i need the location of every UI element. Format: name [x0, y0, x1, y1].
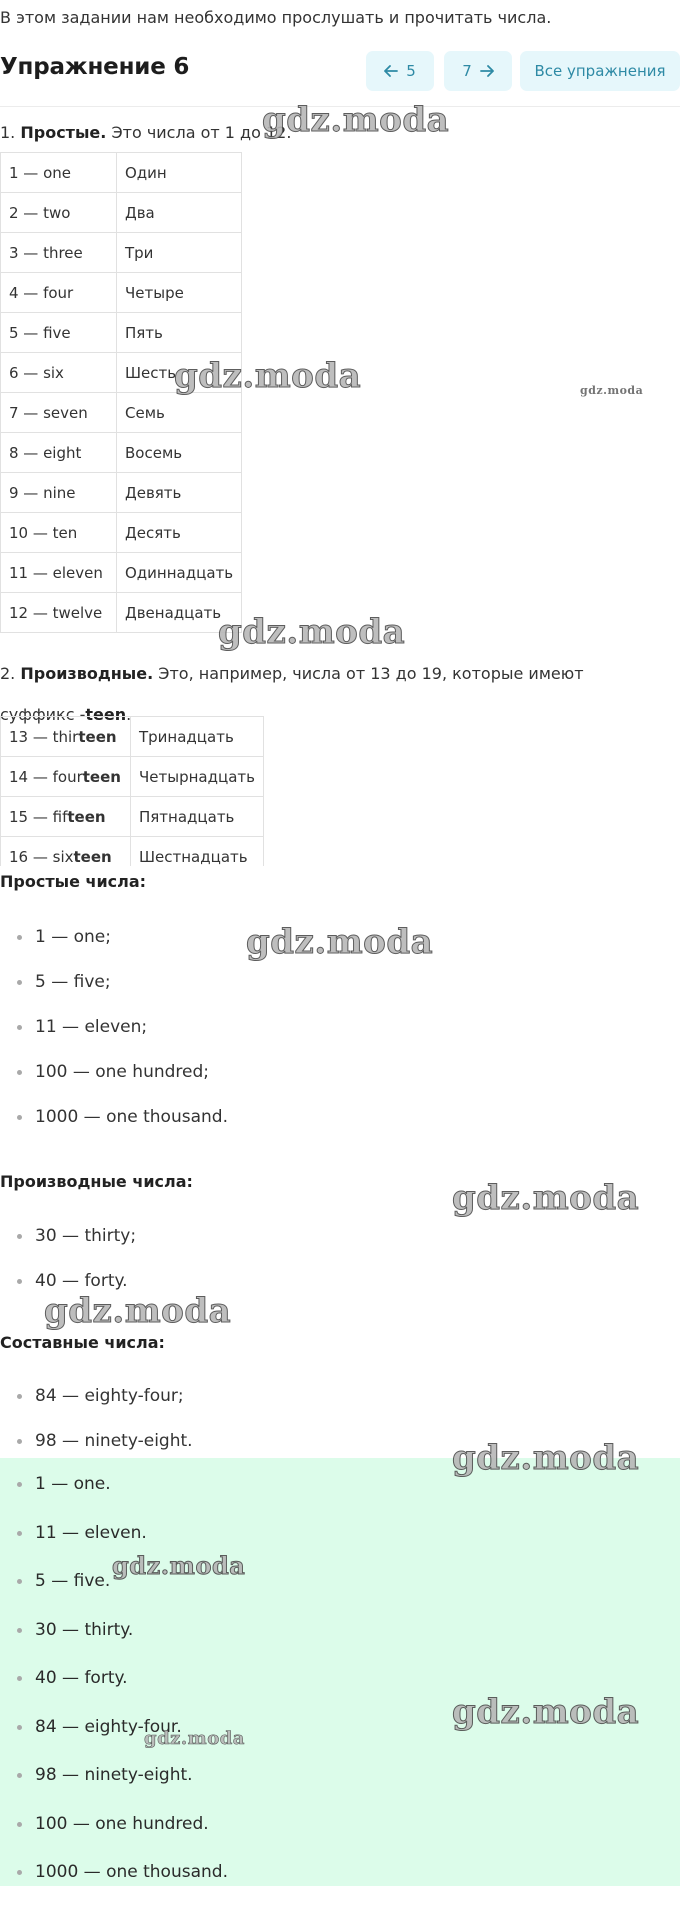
number-stem: 16 — six: [9, 847, 74, 866]
bullet-icon: [17, 1870, 22, 1875]
bullet-icon: [17, 1115, 22, 1120]
header-divider: [0, 106, 680, 107]
list-item-text: 1 — one.: [35, 1474, 111, 1494]
table-cell: Шесть: [117, 353, 242, 393]
simple-numbers-table: [0, 152, 242, 633]
prev-exercise-button[interactable]: [366, 51, 434, 91]
table-cell: Тринадцать: [131, 717, 264, 757]
table-row: [1, 393, 242, 433]
list-item: [0, 1472, 660, 1521]
compound-numbers-heading: Составные числа:: [0, 1333, 165, 1352]
table-cell: Двенадцать: [117, 593, 242, 633]
table-cell: 1 — one: [1, 153, 117, 193]
list-item-text: 5 — five.: [35, 1571, 111, 1591]
table-cell: Два: [117, 193, 242, 233]
table-cell: 3 — three: [1, 233, 117, 273]
table-cell: Десять: [117, 513, 242, 553]
table-cell: 10 — ten: [1, 513, 117, 553]
table-cell: 7 — seven: [1, 393, 117, 433]
list-item-text: 11 — eleven.: [35, 1522, 147, 1543]
watermark: gdz.moda: [44, 1291, 232, 1331]
next-exercise-button[interactable]: [444, 51, 512, 91]
section2-number: 2.: [0, 664, 21, 683]
table-row: [1, 273, 242, 313]
list-item: [0, 1224, 660, 1269]
simple-numbers-heading: Простые числа:: [0, 872, 147, 891]
table-cell: 12 — twelve: [1, 593, 117, 633]
table-cell: Три: [117, 233, 242, 273]
section1-number: 1.: [0, 123, 21, 142]
table-row: [1, 233, 242, 273]
list-item: [0, 1384, 660, 1429]
table-cell: Одиннадцать: [117, 553, 242, 593]
bullet-icon: [17, 1394, 22, 1399]
list-item-text: 40 — forty.: [35, 1271, 128, 1291]
table-cell: 4 — four: [1, 273, 117, 313]
list-item-text: 1000 — one thousand.: [35, 1862, 228, 1882]
watermark: gdz.moda: [452, 1438, 640, 1478]
watermark: gdz.moda: [452, 1178, 640, 1218]
table-row: [1, 513, 242, 553]
list-item: [0, 1715, 660, 1764]
table-cell: [1, 797, 131, 837]
arrow-right-icon: [480, 65, 494, 77]
table-cell: 2 — two: [1, 193, 117, 233]
list-item-text: 100 — one hundred;: [35, 1062, 210, 1082]
arrow-left-icon: [384, 65, 398, 77]
table-cell: 11 — eleven: [1, 553, 117, 593]
section2-rest: Это, например, числа от 13 до 19, которые имеют суффикс -: [0, 664, 584, 724]
table-cell: 9 — nine: [1, 473, 117, 513]
table-row: [1, 837, 264, 867]
derived-numbers-table: [0, 716, 264, 866]
derived-numbers-heading: Производные числа:: [0, 1172, 193, 1191]
bullet-icon: [17, 1531, 22, 1536]
bullet-icon: [17, 1025, 22, 1030]
number-suffix: teen: [67, 807, 106, 826]
section2-suffix: teen: [85, 705, 127, 724]
number-suffix: teen: [78, 727, 117, 746]
list-item-text: 30 — thirty.: [35, 1619, 134, 1640]
prev-exercise-label: 5: [406, 62, 416, 80]
bullet-icon: [17, 935, 22, 940]
table-row: [1, 313, 242, 353]
page-title: Упражнение 6: [0, 54, 190, 80]
derived-numbers-list: [0, 1224, 660, 1314]
table-cell: Четырнадцать: [131, 757, 264, 797]
bullet-icon: [17, 1070, 22, 1075]
intro-text: В этом задании нам необходимо прослушать и прочитать числа.: [0, 8, 552, 27]
bullet-icon: [17, 1725, 22, 1730]
table-cell: Пятнадцать: [131, 797, 264, 837]
table-cell: [1, 757, 131, 797]
watermark: gdz.moda: [262, 100, 450, 140]
bullet-icon: [17, 1822, 22, 1827]
list-item: [0, 925, 660, 970]
section2-bold: Производные.: [20, 664, 154, 683]
bullet-icon: [17, 1482, 22, 1487]
all-exercises-label: Все упражнения: [534, 62, 666, 80]
table-cell: 5 — five: [1, 313, 117, 353]
list-item: [0, 1860, 660, 1909]
list-item: [0, 1812, 660, 1861]
list-item-text: 100 — one hundred.: [35, 1813, 209, 1834]
table-cell: [1, 717, 131, 757]
list-item: [0, 1569, 660, 1618]
table-cell: Девять: [117, 473, 242, 513]
table-cell: Пять: [117, 313, 242, 353]
bullet-icon: [17, 1279, 22, 1284]
watermark: gdz.moda: [452, 1692, 640, 1732]
list-item-text: 40 — forty.: [35, 1668, 128, 1688]
bullet-icon: [17, 1439, 22, 1444]
list-item: [0, 1666, 660, 1715]
number-stem: 14 — four: [9, 767, 83, 786]
section2-end: .: [126, 705, 132, 724]
table-row: [1, 433, 242, 473]
list-item: [0, 1105, 660, 1150]
list-item-text: 1000 — one thousand.: [35, 1107, 228, 1127]
list-item-text: 98 — ninety-eight.: [35, 1765, 193, 1785]
list-item-text: 5 — five;: [35, 972, 111, 992]
watermark: gdz.moda: [144, 1728, 245, 1749]
answer-box: [0, 1458, 680, 1886]
bullet-icon: [17, 1773, 22, 1778]
list-item-text: 84 — eighty-four;: [35, 1386, 184, 1406]
bullet-icon: [17, 980, 22, 985]
list-item: [0, 1521, 660, 1570]
list-item-text: 11 — eleven;: [35, 1017, 148, 1037]
table-row: [1, 717, 264, 757]
watermark: gdz.moda: [112, 1551, 246, 1580]
bullet-icon: [17, 1234, 22, 1239]
section1-rest: Это числа от 1 до 12.: [106, 123, 292, 142]
table-row: [1, 797, 264, 837]
table-cell: Шестнадцать: [131, 837, 264, 867]
list-item: [0, 1269, 660, 1314]
table-row: [1, 153, 242, 193]
derived-numbers-table-viewport[interactable]: [0, 716, 270, 866]
number-stem: 15 — fif: [9, 807, 68, 826]
watermark: gdz.moda: [174, 356, 362, 396]
table-cell: 8 — eight: [1, 433, 117, 473]
table-cell: Четыре: [117, 273, 242, 313]
all-exercises-button[interactable]: [520, 51, 680, 91]
table-row: [1, 193, 242, 233]
section1-bold: Простые.: [20, 123, 107, 142]
next-exercise-label: 7: [462, 62, 472, 80]
table-row: [1, 553, 242, 593]
watermark: gdz.moda: [218, 612, 406, 652]
list-item-text: 84 — eighty-four.: [35, 1716, 182, 1737]
bullet-icon: [17, 1579, 22, 1584]
watermark: gdz.moda: [246, 922, 434, 962]
list-item-text: 30 — thirty;: [35, 1226, 137, 1246]
list-item: [0, 1060, 660, 1105]
list-item: [0, 1015, 660, 1060]
table-row: [1, 353, 242, 393]
list-item: [0, 1618, 660, 1667]
watermark: gdz.moda: [580, 384, 644, 397]
table-cell: Семь: [117, 393, 242, 433]
table-cell: 6 — six: [1, 353, 117, 393]
list-item-text: 1 — one;: [35, 927, 111, 947]
table-cell: Восемь: [117, 433, 242, 473]
simple-numbers-list: [0, 925, 660, 1150]
number-suffix: teen: [82, 767, 121, 786]
table-row: [1, 593, 242, 633]
table-cell: [1, 837, 131, 867]
table-row: [1, 757, 264, 797]
bullet-icon: [17, 1676, 22, 1681]
section1-lead: [0, 121, 291, 145]
answer-list: [0, 1472, 660, 1909]
number-stem: 13 — thir: [9, 727, 79, 746]
bullet-icon: [17, 1628, 22, 1633]
table-row: [1, 473, 242, 513]
table-cell: Один: [117, 153, 242, 193]
list-item: [0, 970, 660, 1015]
list-item: [0, 1763, 660, 1812]
list-item-text: 98 — ninety-eight.: [35, 1431, 193, 1451]
number-suffix: teen: [73, 847, 112, 866]
